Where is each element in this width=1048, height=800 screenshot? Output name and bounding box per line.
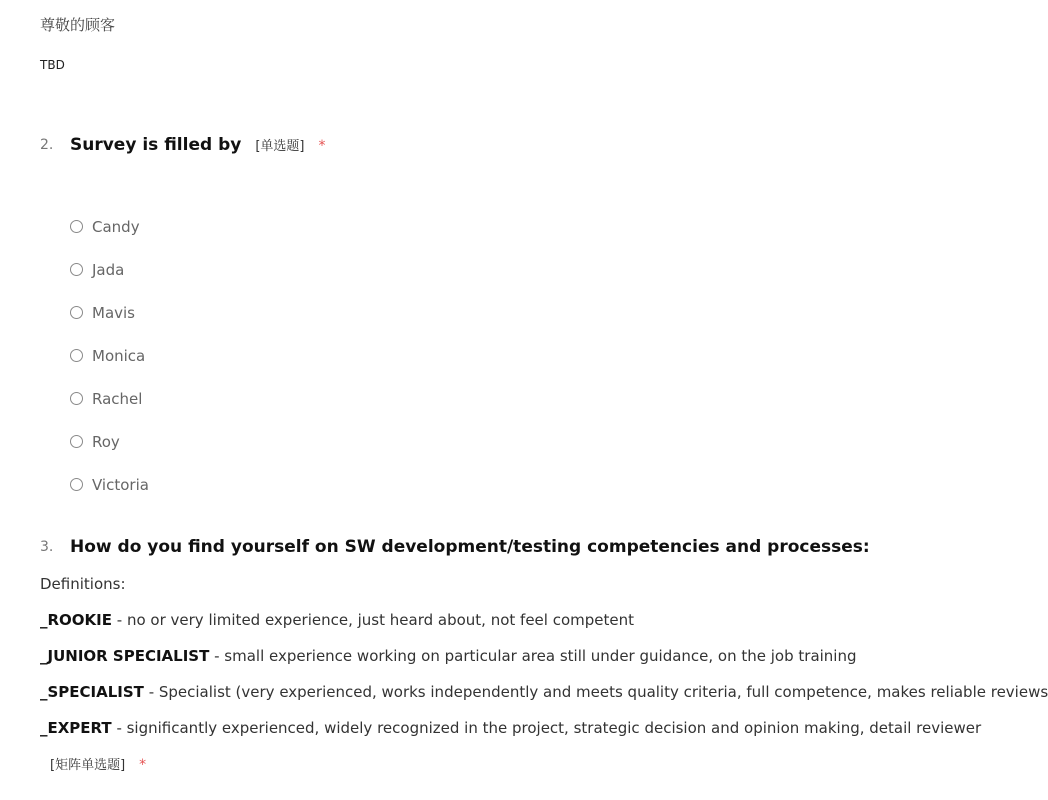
definition-junior-specialist: [40, 645, 900, 681]
option-label: Roy: [92, 432, 120, 451]
option-candy[interactable]: [70, 205, 149, 248]
radio-button[interactable]: [70, 349, 83, 362]
option-label: Monica: [92, 346, 146, 365]
radio-button[interactable]: [70, 392, 83, 405]
question-2-options: [70, 205, 149, 506]
greeting-text: 尊敬的顾客: [40, 16, 116, 34]
question-3-number: 3.: [40, 539, 54, 555]
option-rachel[interactable]: [70, 377, 149, 420]
option-mavis[interactable]: [70, 291, 149, 334]
radio-button[interactable]: [70, 478, 83, 491]
question-3-type-row: [50, 754, 146, 773]
definition-term: _ROOKIE: [40, 611, 113, 629]
definition-rookie: [40, 609, 900, 645]
radio-button[interactable]: [70, 435, 83, 448]
definition-term: _SPECIALIST: [40, 683, 144, 701]
definition-term: _JUNIOR SPECIALIST: [40, 647, 210, 665]
option-jada[interactable]: [70, 248, 149, 291]
definition-description: - small experience working on particular area still under guidance, on the job training: [209, 647, 857, 665]
question-3-type-label: [矩阵单选题]: [50, 758, 126, 773]
definitions-heading: Definitions:: [40, 575, 126, 593]
option-label: Mavis: [92, 303, 135, 322]
radio-button[interactable]: [70, 263, 83, 276]
definition-term: _EXPERT: [40, 719, 112, 737]
radio-button[interactable]: [70, 220, 83, 233]
definition-specialist: [40, 681, 1048, 717]
option-victoria[interactable]: [70, 463, 149, 506]
definition-description: - significantly experienced, widely recognized in the project, strategic decision and opinion making, detail reviewer: [111, 719, 982, 737]
required-mark: *: [139, 757, 147, 773]
option-label: Jada: [92, 260, 125, 279]
radio-button[interactable]: [70, 306, 83, 319]
definition-description: - no or very limited experience, just heard about, not feel competent: [112, 611, 634, 629]
definition-description: - Specialist (very experienced, works independently and meets quality criteria, full competence, makes reliable reviews: [143, 683, 1048, 701]
definitions-block: [40, 573, 1048, 753]
option-label: Candy: [92, 217, 140, 236]
description-text: TBD: [40, 58, 65, 72]
definition-expert: [40, 717, 982, 753]
question-3-title: How do you find yourself on SW development/testing competencies and processes:: [70, 537, 870, 557]
option-monica[interactable]: [70, 334, 149, 377]
question-2-type-label: [单选题]: [255, 139, 305, 154]
question-2-title: Survey is filled by: [70, 135, 242, 155]
option-roy[interactable]: [70, 420, 149, 463]
question-2-number: 2.: [40, 137, 54, 153]
option-label: Victoria: [92, 475, 149, 494]
required-mark: *: [318, 138, 326, 154]
option-label: Rachel: [92, 389, 143, 408]
question-2-title-row: [70, 135, 325, 155]
